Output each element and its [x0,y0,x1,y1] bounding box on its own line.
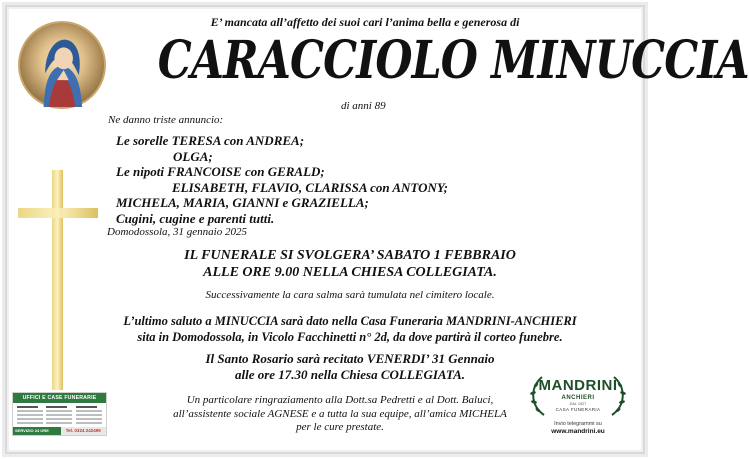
gold-cross-icon [18,170,98,390]
greeting-line: L’ultimo saluto a MINUCCIA sarà dato nella Casa Funeraria MANDRINI-ANCHIERI [123,314,577,328]
announcement-text: Ne danno triste annuncio: [108,114,224,126]
brand-name: MANDRINI [538,377,618,394]
office-service: SERVIZIO 24 ORE [13,427,61,435]
brand-url[interactable]: www.mandrini.eu [551,428,605,435]
brand-sub: ANCHIERI [561,395,595,401]
office-info-box [12,392,107,436]
deceased-name: CARACCIOLO MINUCCIA [157,30,749,91]
family-line: Cugini, cugine e parenti tutti. [116,210,275,226]
rosary-line: alle ore 17.30 nella Chiesa COLLEGIATA. [234,367,466,382]
family-line: Le nipoti FRANCOISE con GERALD; [116,164,325,179]
family-list [116,133,448,226]
family-line: OLGA; [173,148,213,164]
brand-since: DAL 1927 [569,402,587,406]
madonna-portrait [18,21,106,109]
thanks-line: per le cure prestate. [296,421,384,433]
thanks-line: all’assistente sociale AGNESE e a tutta la sua equipe, all’amica MICHELA [173,407,507,420]
family-line: ELISABETH, FLAVIO, CLARISSA con ANTONY; [172,179,448,195]
intro-text: E’ mancata all’affetto dei suoi cari l’anima bella e generosa di [210,15,520,29]
funeral-notice [140,247,560,281]
office-columns [13,403,106,427]
rosary-notice [130,351,570,383]
office-title: UFFICI E CASE FUNERARIE [13,393,106,403]
family-line: MICHELA, MARIA, GIANNI e GRAZIELLA; [116,195,369,210]
burial-text: Successivamente la cara salma sarà tumulata nel cimitero locale. [205,289,495,301]
thanks-line: Un particolare ringraziamento alla Dott.sa Pedretti e al Dott. Baluci, [186,394,494,406]
greeting-line: sita in Domodossola, in Vicolo Facchinetti n° 2d, da dove partirà il corteo funebre. [137,330,563,344]
office-phone: Tel. 0324 242499 [61,427,107,435]
brand-type: CASA FUNERARIA [555,407,601,412]
place-date: Domodossola, 31 gennaio 2025 [107,226,247,238]
thanks-text [130,394,550,435]
family-line: Le sorelle TERESA con ANDREA; [116,133,305,148]
rosary-line: Il Santo Rosario sarà recitato VENERDI’ 31 Gennaio [205,351,495,366]
last-greeting [70,313,630,345]
brand-telegram: Invio telegrammi su [554,421,602,427]
mandrini-logo [528,371,628,437]
funeral-line: ALLE ORE 9.00 NELLA CHIESA COLLEGIATA. [203,265,497,280]
age-text: di anni 89 [341,100,386,112]
funeral-line: IL FUNERALE SI SVOLGERA’ SABATO 1 FEBBRAIO [184,248,516,263]
